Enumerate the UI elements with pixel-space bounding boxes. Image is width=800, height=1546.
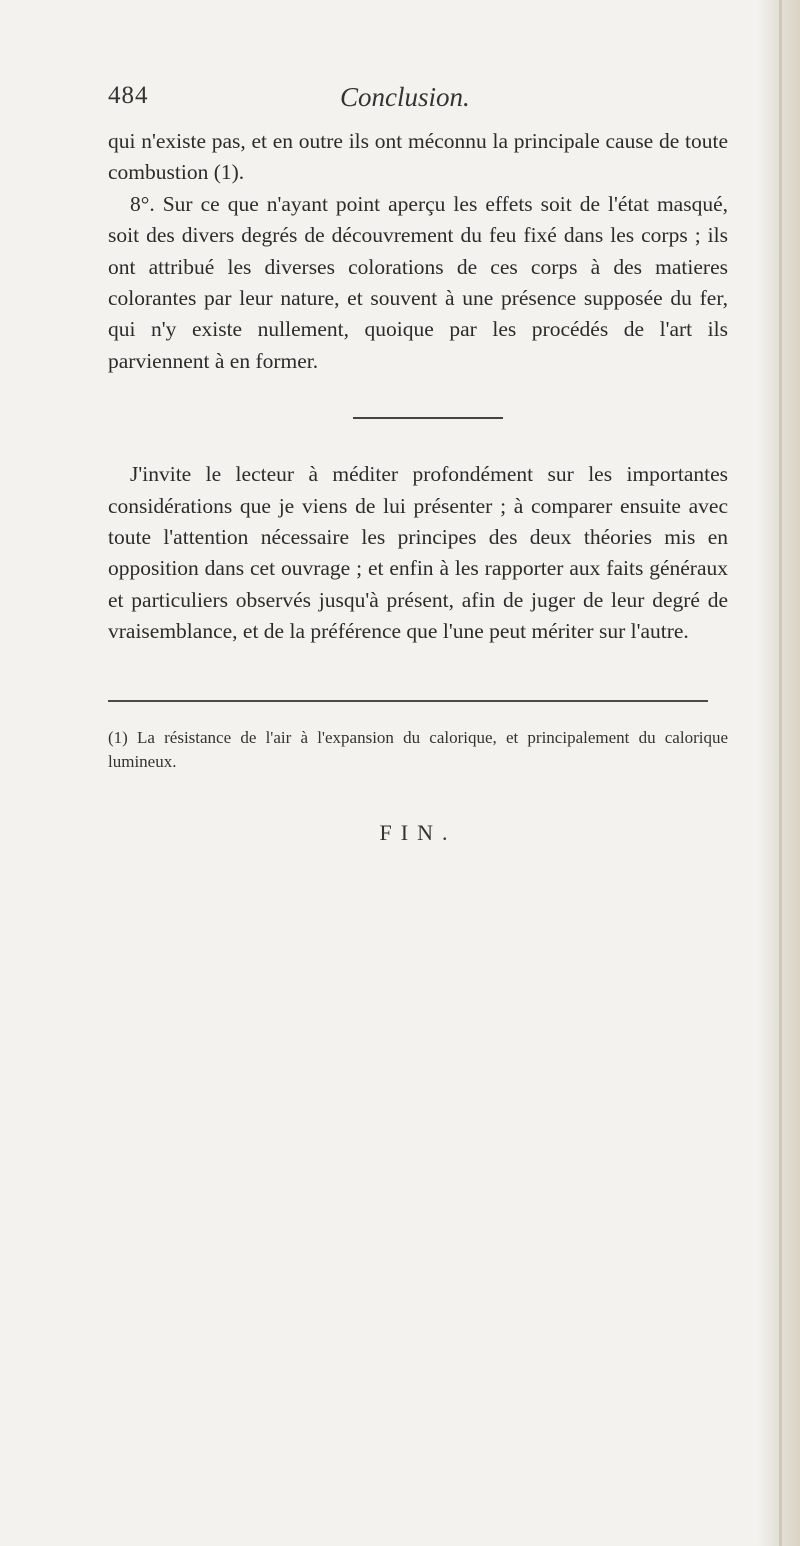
paragraph-invitation: J'invite le lecteur à méditer profondément sur les importantes considérations que je viens de lui présenter ; à comparer ensuite avec toute l'attention nécessaire les principes des deux théories mis en opposition dans cet ouvrage ; et enfin à les rapporter aux faits généraux et particuliers observés jusqu'à présent, afin de juger de leur degré de vraisemblance, et de la préférence que l'une peut mériter sur l'autre. [108, 462, 728, 644]
page-edge-line [779, 0, 782, 1546]
paragraph-point-8: 8°. Sur ce que n'ayant point aperçu les effets soit de l'état masqué, soit des divers degrés de découvrement du feu fixé dans les corps ; ils ont attribué les diverses colorations de ces corps à des matieres colorantes par leur nature, et souvent à une présence supposée du fer, qui n'y existe nullement, quoique par les procédés de l'art ils parviennent à en former. [108, 191, 728, 373]
running-title: Conclusion. [340, 82, 470, 112]
footnote: (1) La résistance de l'air à l'expansion du calorique, et principalement du calorique lumineux. [108, 727, 728, 771]
paragraph-continuation: qui n'existe pas, et en outre ils ont méconnu la principale cause de toute combustion (1). [108, 129, 728, 185]
page-header [108, 82, 728, 126]
footnote-rule [108, 700, 708, 702]
page-number: 484 [108, 82, 149, 109]
book-page [108, 82, 728, 846]
end-marker: FIN. [379, 819, 457, 845]
section-divider [353, 417, 503, 419]
